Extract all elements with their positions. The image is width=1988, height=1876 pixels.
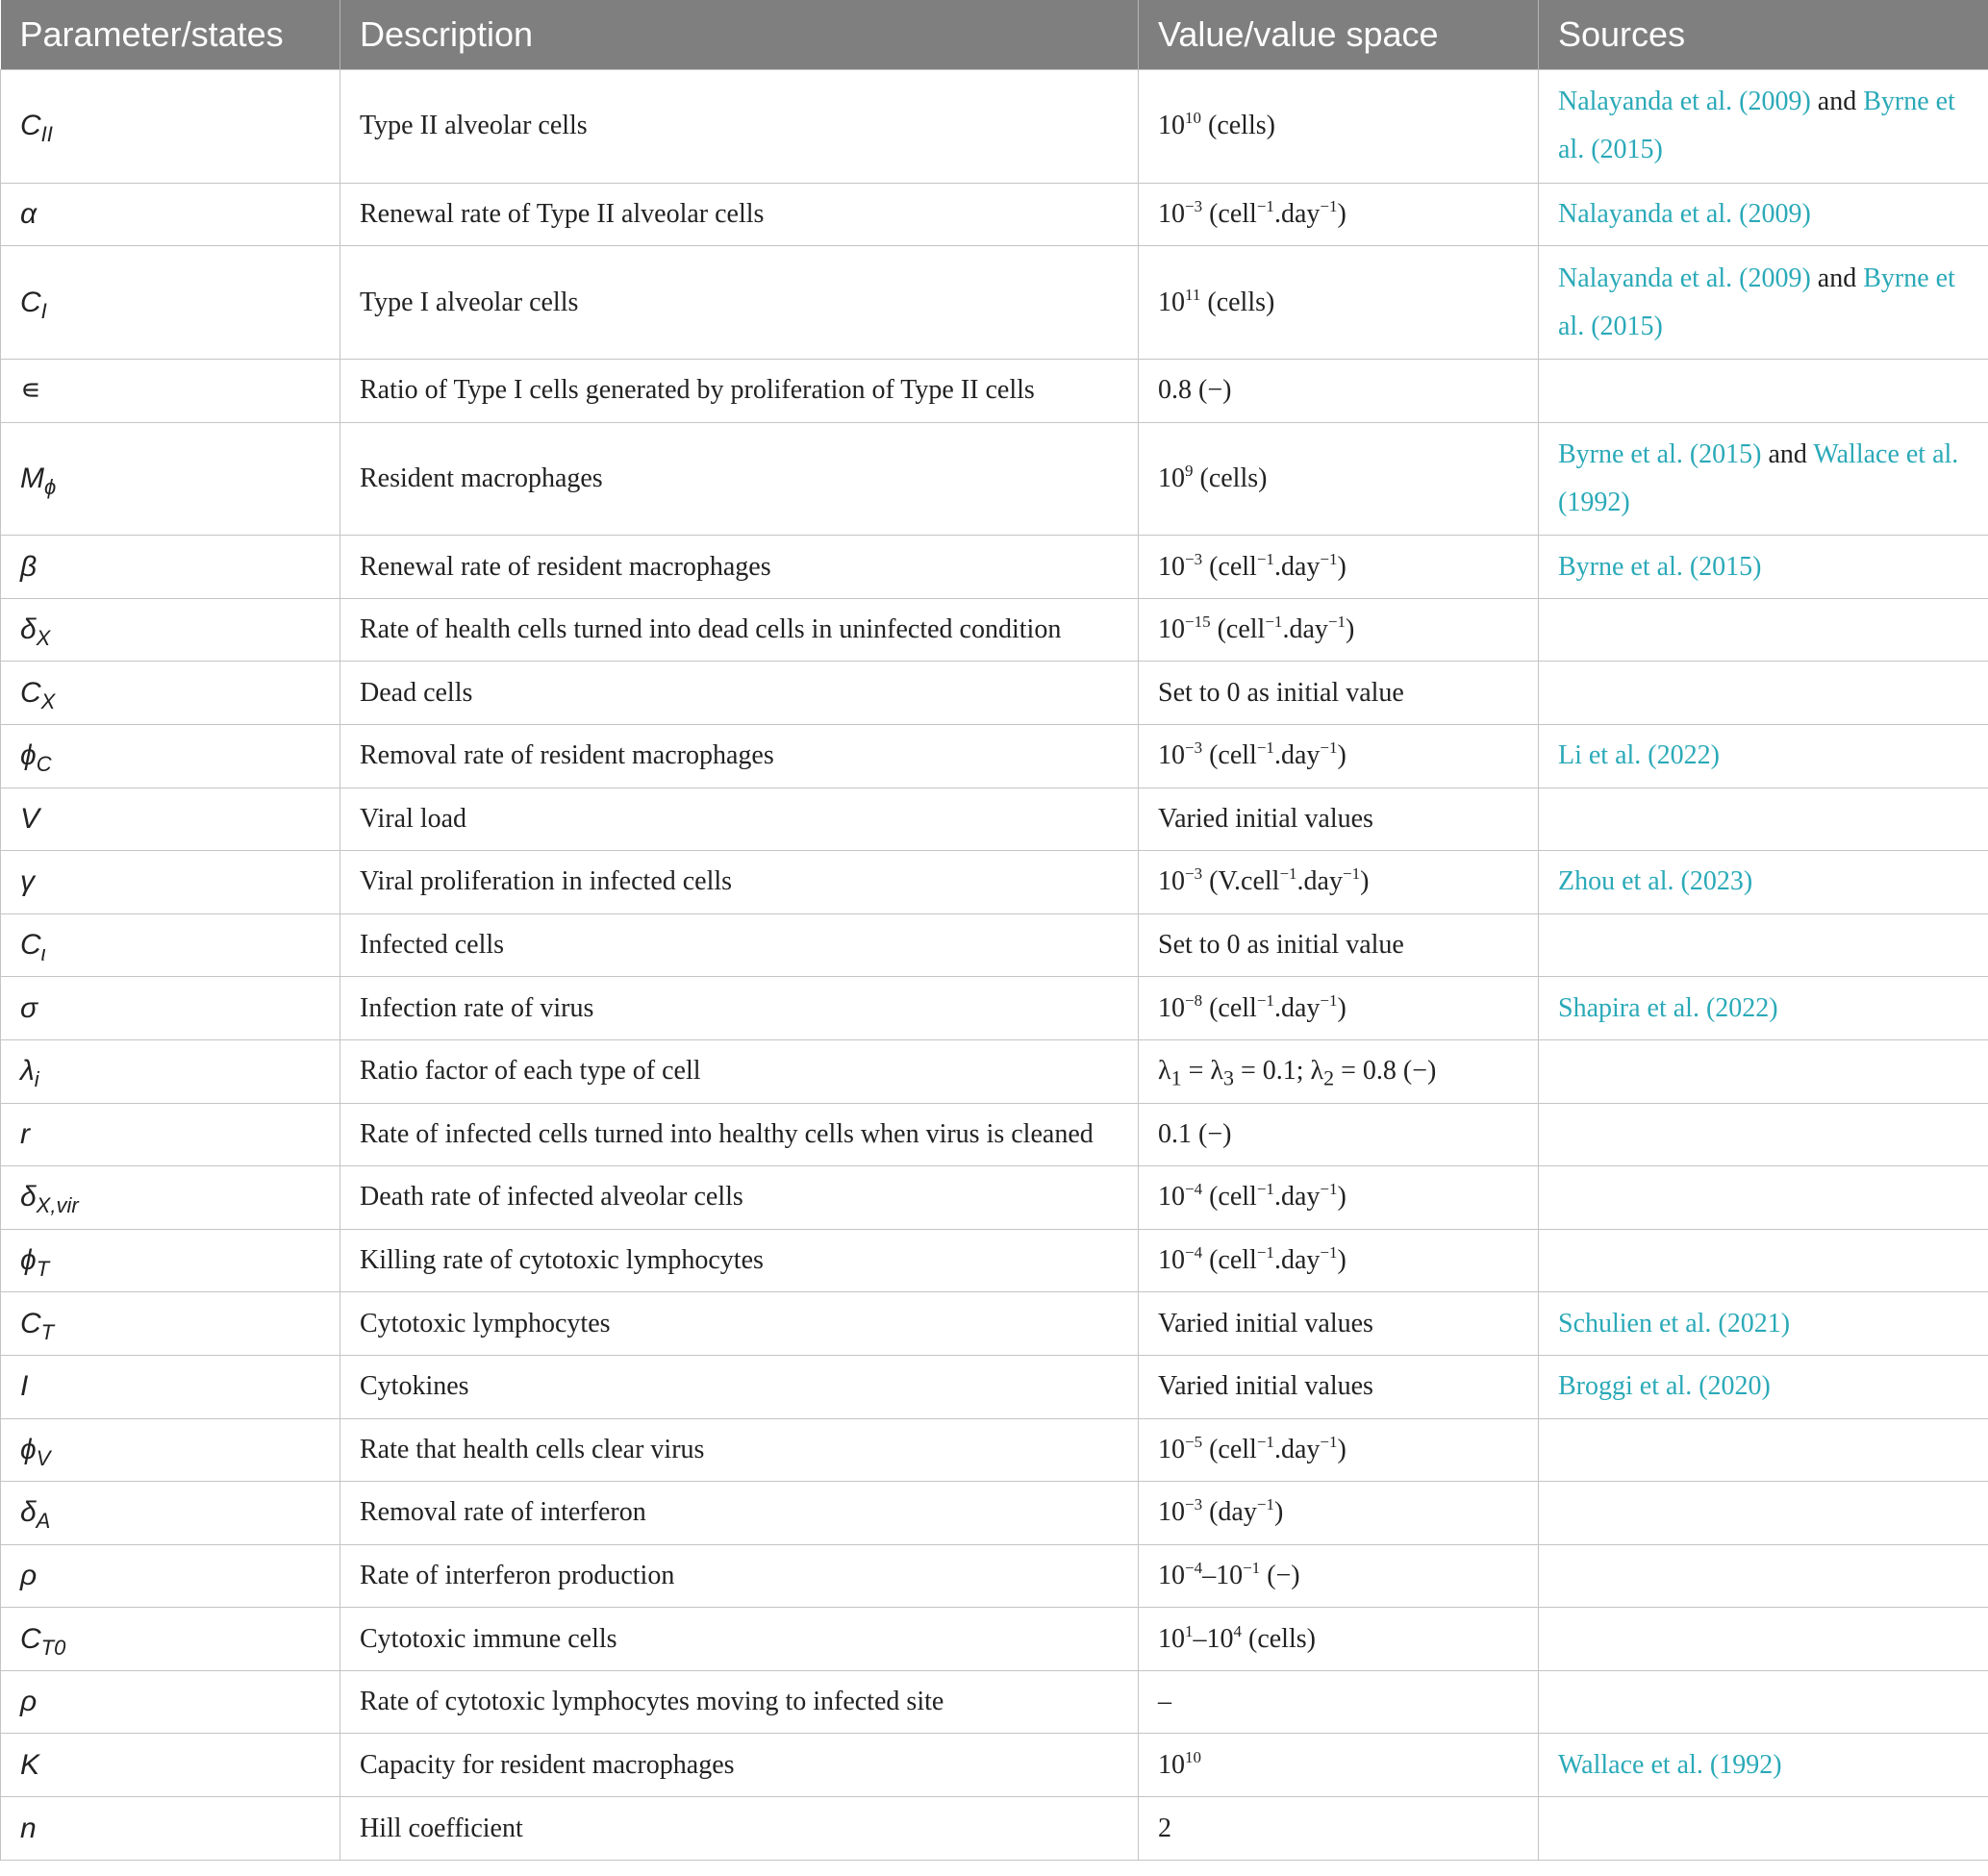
header-description: Description (340, 0, 1139, 70)
parameter-description: Renewal rate of resident macrophages (340, 536, 1139, 599)
parameter-value: 2 (1139, 1797, 1539, 1861)
parameter-symbol: ∊ (1, 359, 340, 422)
parameter-value: Set to 0 as initial value (1139, 913, 1539, 977)
parameter-symbol: α (1, 183, 340, 246)
parameter-value: $10^{-3}$ (day$^{-1}$) (1139, 1482, 1539, 1545)
parameter-sources (1539, 1355, 1988, 1418)
parameter-sources (1539, 1608, 1988, 1671)
parameter-description: Rate of infected cells turned into healthy cells when virus is cleaned (340, 1103, 1139, 1166)
source-link[interactable]: Byrne et al. (2015) (1558, 551, 1762, 582)
header-sources: Sources (1539, 0, 1988, 70)
parameter-sources (1539, 422, 1988, 536)
parameter-value: Varied initial values (1139, 1292, 1539, 1356)
parameter-value: Varied initial values (1139, 1355, 1539, 1418)
parameter-description: Cytotoxic lymphocytes (340, 1292, 1139, 1356)
source-link[interactable]: Byrne et al. (2015) (1558, 438, 1762, 469)
table-row (1, 788, 1988, 851)
table-row (1, 1544, 1988, 1608)
parameter-symbol: I (1, 1355, 340, 1418)
parameter-symbol: σ (1, 977, 340, 1040)
source-link[interactable]: Shapira et al. (2022) (1558, 992, 1778, 1023)
parameter-value: 0.8 (−) (1139, 359, 1539, 422)
parameter-sources (1539, 1670, 1988, 1734)
header-row (1, 0, 1988, 70)
parameter-symbol: $\delta_A$ (1, 1482, 340, 1545)
parameter-description: Ratio of Type I cells generated by proliferation of Type II cells (340, 359, 1139, 422)
source-link[interactable]: Nalayanda et al. (2009) (1558, 263, 1811, 293)
parameter-value: $10^{-4}$ (cell$^{-1}$.day$^{-1}$) (1139, 1166, 1539, 1230)
parameter-symbol: $C_X$ (1, 662, 340, 725)
parameter-description: Infection rate of virus (340, 977, 1139, 1040)
table-row (1, 422, 1988, 536)
source-link[interactable]: Li et al. (2022) (1558, 740, 1720, 771)
parameter-symbol: γ (1, 851, 340, 914)
parameter-symbol: $C_{T0}$ (1, 1608, 340, 1671)
parameter-symbol: r (1, 1103, 340, 1166)
parameter-value: $\lambda_1 = \lambda_3 = 0.1$; $\lambda_2 = 0.8$ (−) (1139, 1039, 1539, 1103)
source-link[interactable]: Broggi et al. (2020) (1558, 1371, 1771, 1402)
parameter-description: Dead cells (340, 662, 1139, 725)
parameter-description: Killing rate of cytotoxic lymphocytes (340, 1229, 1139, 1292)
table-row (1, 913, 1988, 977)
table-row (1, 851, 1988, 914)
source-link[interactable]: Zhou et al. (2023) (1558, 866, 1753, 897)
parameter-description: Cytokines (340, 1355, 1139, 1418)
parameter-sources (1539, 1103, 1988, 1166)
parameter-value: $10^{-3}$ (V.cell$^{-1}$.day$^{-1}$) (1139, 851, 1539, 914)
table-row (1, 1734, 1988, 1797)
parameter-sources (1539, 183, 1988, 246)
parameter-value: $10^1-10^4$ (cells) (1139, 1608, 1539, 1671)
parameter-symbol: β (1, 536, 340, 599)
parameter-sources (1539, 1734, 1988, 1797)
parameter-value: $10^{-8}$ (cell$^{-1}$.day$^{-1}$) (1139, 977, 1539, 1040)
parameter-symbol: $C_{II}$ (1, 70, 340, 184)
parameter-value: $10^9$ (cells) (1139, 422, 1539, 536)
parameter-value: – (1139, 1670, 1539, 1734)
parameter-description: Rate of health cells turned into dead cells in uninfected condition (340, 598, 1139, 662)
table-row (1, 1292, 1988, 1356)
parameter-sources (1539, 913, 1988, 977)
parameter-sources (1539, 1797, 1988, 1861)
parameter-description: Viral load (340, 788, 1139, 851)
header-parameter: Parameter/states (1, 0, 340, 70)
source-link[interactable]: Byrne et al. (2015) (1558, 263, 1955, 341)
parameter-value: $10^{10}$ (cells) (1139, 70, 1539, 184)
table-row (1, 1166, 1988, 1230)
parameter-description: Rate that health cells clear virus (340, 1418, 1139, 1482)
parameter-symbol: $C_T$ (1, 1292, 340, 1356)
parameter-symbol: $\phi_C$ (1, 724, 340, 788)
parameter-description: Capacity for resident macrophages (340, 1734, 1139, 1797)
parameter-value: Varied initial values (1139, 788, 1539, 851)
source-link[interactable]: Schulien et al. (2021) (1558, 1308, 1791, 1338)
parameter-symbol: $\lambda_i$ (1, 1039, 340, 1103)
table-row (1, 70, 1988, 184)
parameter-symbol: $\phi_V$ (1, 1418, 340, 1482)
parameter-description: Ratio factor of each type of cell (340, 1039, 1139, 1103)
table-row (1, 1482, 1988, 1545)
parameter-symbol: K (1, 1734, 340, 1797)
parameter-description: Removal rate of interferon (340, 1482, 1139, 1545)
parameter-symbol: $\phi_T$ (1, 1229, 340, 1292)
parameter-symbol: ρ (1, 1670, 340, 1734)
table-header (1, 0, 1988, 70)
parameter-sources (1539, 1544, 1988, 1608)
parameter-sources (1539, 536, 1988, 599)
parameter-sources (1539, 788, 1988, 851)
parameter-description: Resident macrophages (340, 422, 1139, 536)
table-row (1, 1229, 1988, 1292)
parameter-description: Death rate of infected alveolar cells (340, 1166, 1139, 1230)
parameter-symbol: $C_I$ (1, 246, 340, 360)
table-row (1, 977, 1988, 1040)
parameter-value: $10^{-15}$ (cell$^{-1}$.day$^{-1}$) (1139, 598, 1539, 662)
parameter-symbol: $\delta_{X,vir}$ (1, 1166, 340, 1230)
parameter-symbol: ρ (1, 1544, 340, 1608)
parameter-sources (1539, 70, 1988, 184)
table-row (1, 536, 1988, 599)
table-row (1, 1103, 1988, 1166)
parameter-symbol: $\delta_X$ (1, 598, 340, 662)
source-link[interactable]: Wallace et al. (1992) (1558, 1749, 1782, 1780)
parameter-description: Rate of cytotoxic lymphocytes moving to infected site (340, 1670, 1139, 1734)
table-body (1, 70, 1988, 1861)
table-row (1, 1608, 1988, 1671)
table-row (1, 1797, 1988, 1861)
parameter-description: Infected cells (340, 913, 1139, 977)
parameter-description: Rate of interferon production (340, 1544, 1139, 1608)
parameter-sources (1539, 1166, 1988, 1230)
table-row (1, 598, 1988, 662)
parameter-value: $10^{-3}$ (cell$^{-1}$.day$^{-1}$) (1139, 536, 1539, 599)
parameter-sources (1539, 851, 1988, 914)
source-link[interactable]: Byrne et al. (2015) (1558, 87, 1955, 165)
parameter-value: $10^{-4}-10^{-1}$ (−) (1139, 1544, 1539, 1608)
parameter-value: $10^{-5}$ (cell$^{-1}$.day$^{-1}$) (1139, 1418, 1539, 1482)
header-value: Value/value space (1139, 0, 1539, 70)
parameter-value: 0.1 (−) (1139, 1103, 1539, 1166)
parameter-value: $10^{11}$ (cells) (1139, 246, 1539, 360)
parameter-value: Set to 0 as initial value (1139, 662, 1539, 725)
table-row (1, 662, 1988, 725)
source-conjunction: and (1810, 87, 1864, 117)
parameter-symbol: $C_\iota$ (1, 913, 340, 977)
table-row (1, 1670, 1988, 1734)
parameter-description: Cytotoxic immune cells (340, 1608, 1139, 1671)
parameter-description: Renewal rate of Type II alveolar cells (340, 183, 1139, 246)
table-row (1, 183, 1988, 246)
parameter-value: $10^{-3}$ (cell$^{-1}$.day$^{-1}$) (1139, 724, 1539, 788)
parameter-sources (1539, 598, 1988, 662)
parameter-sources (1539, 1482, 1988, 1545)
source-link[interactable]: Nalayanda et al. (2009) (1558, 87, 1811, 117)
table-row (1, 1418, 1988, 1482)
parameter-description: Viral proliferation in infected cells (340, 851, 1139, 914)
parameter-sources (1539, 359, 1988, 422)
parameter-symbol: $M_\phi$ (1, 422, 340, 536)
parameter-sources (1539, 246, 1988, 360)
source-link[interactable]: Wallace et al. (1992) (1558, 438, 1959, 517)
table-row (1, 1039, 1988, 1103)
source-conjunction: and (1810, 263, 1864, 293)
parameter-sources (1539, 977, 1988, 1040)
parameter-description: Type I alveolar cells (340, 246, 1139, 360)
parameter-symbol: n (1, 1797, 340, 1861)
table-row (1, 246, 1988, 360)
source-link[interactable]: Nalayanda et al. (2009) (1558, 198, 1811, 229)
parameter-sources (1539, 1418, 1988, 1482)
table-row (1, 724, 1988, 788)
parameter-value: $10^{10}$ (1139, 1734, 1539, 1797)
parameter-description: Hill coefficient (340, 1797, 1139, 1861)
parameter-sources (1539, 1229, 1988, 1292)
parameter-sources (1539, 724, 1988, 788)
table-row (1, 359, 1988, 422)
parameter-sources (1539, 1039, 1988, 1103)
parameter-sources (1539, 1292, 1988, 1356)
parameter-description: Removal rate of resident macrophages (340, 724, 1139, 788)
parameter-symbol: V (1, 788, 340, 851)
table-row (1, 1355, 1988, 1418)
parameter-value: $10^{-4}$ (cell$^{-1}$.day$^{-1}$) (1139, 1229, 1539, 1292)
source-conjunction: and (1761, 438, 1814, 469)
parameter-value: $10^{-3}$ (cell$^{-1}$.day$^{-1}$) (1139, 183, 1539, 246)
parameter-description: Type II alveolar cells (340, 70, 1139, 184)
parameter-sources (1539, 662, 1988, 725)
